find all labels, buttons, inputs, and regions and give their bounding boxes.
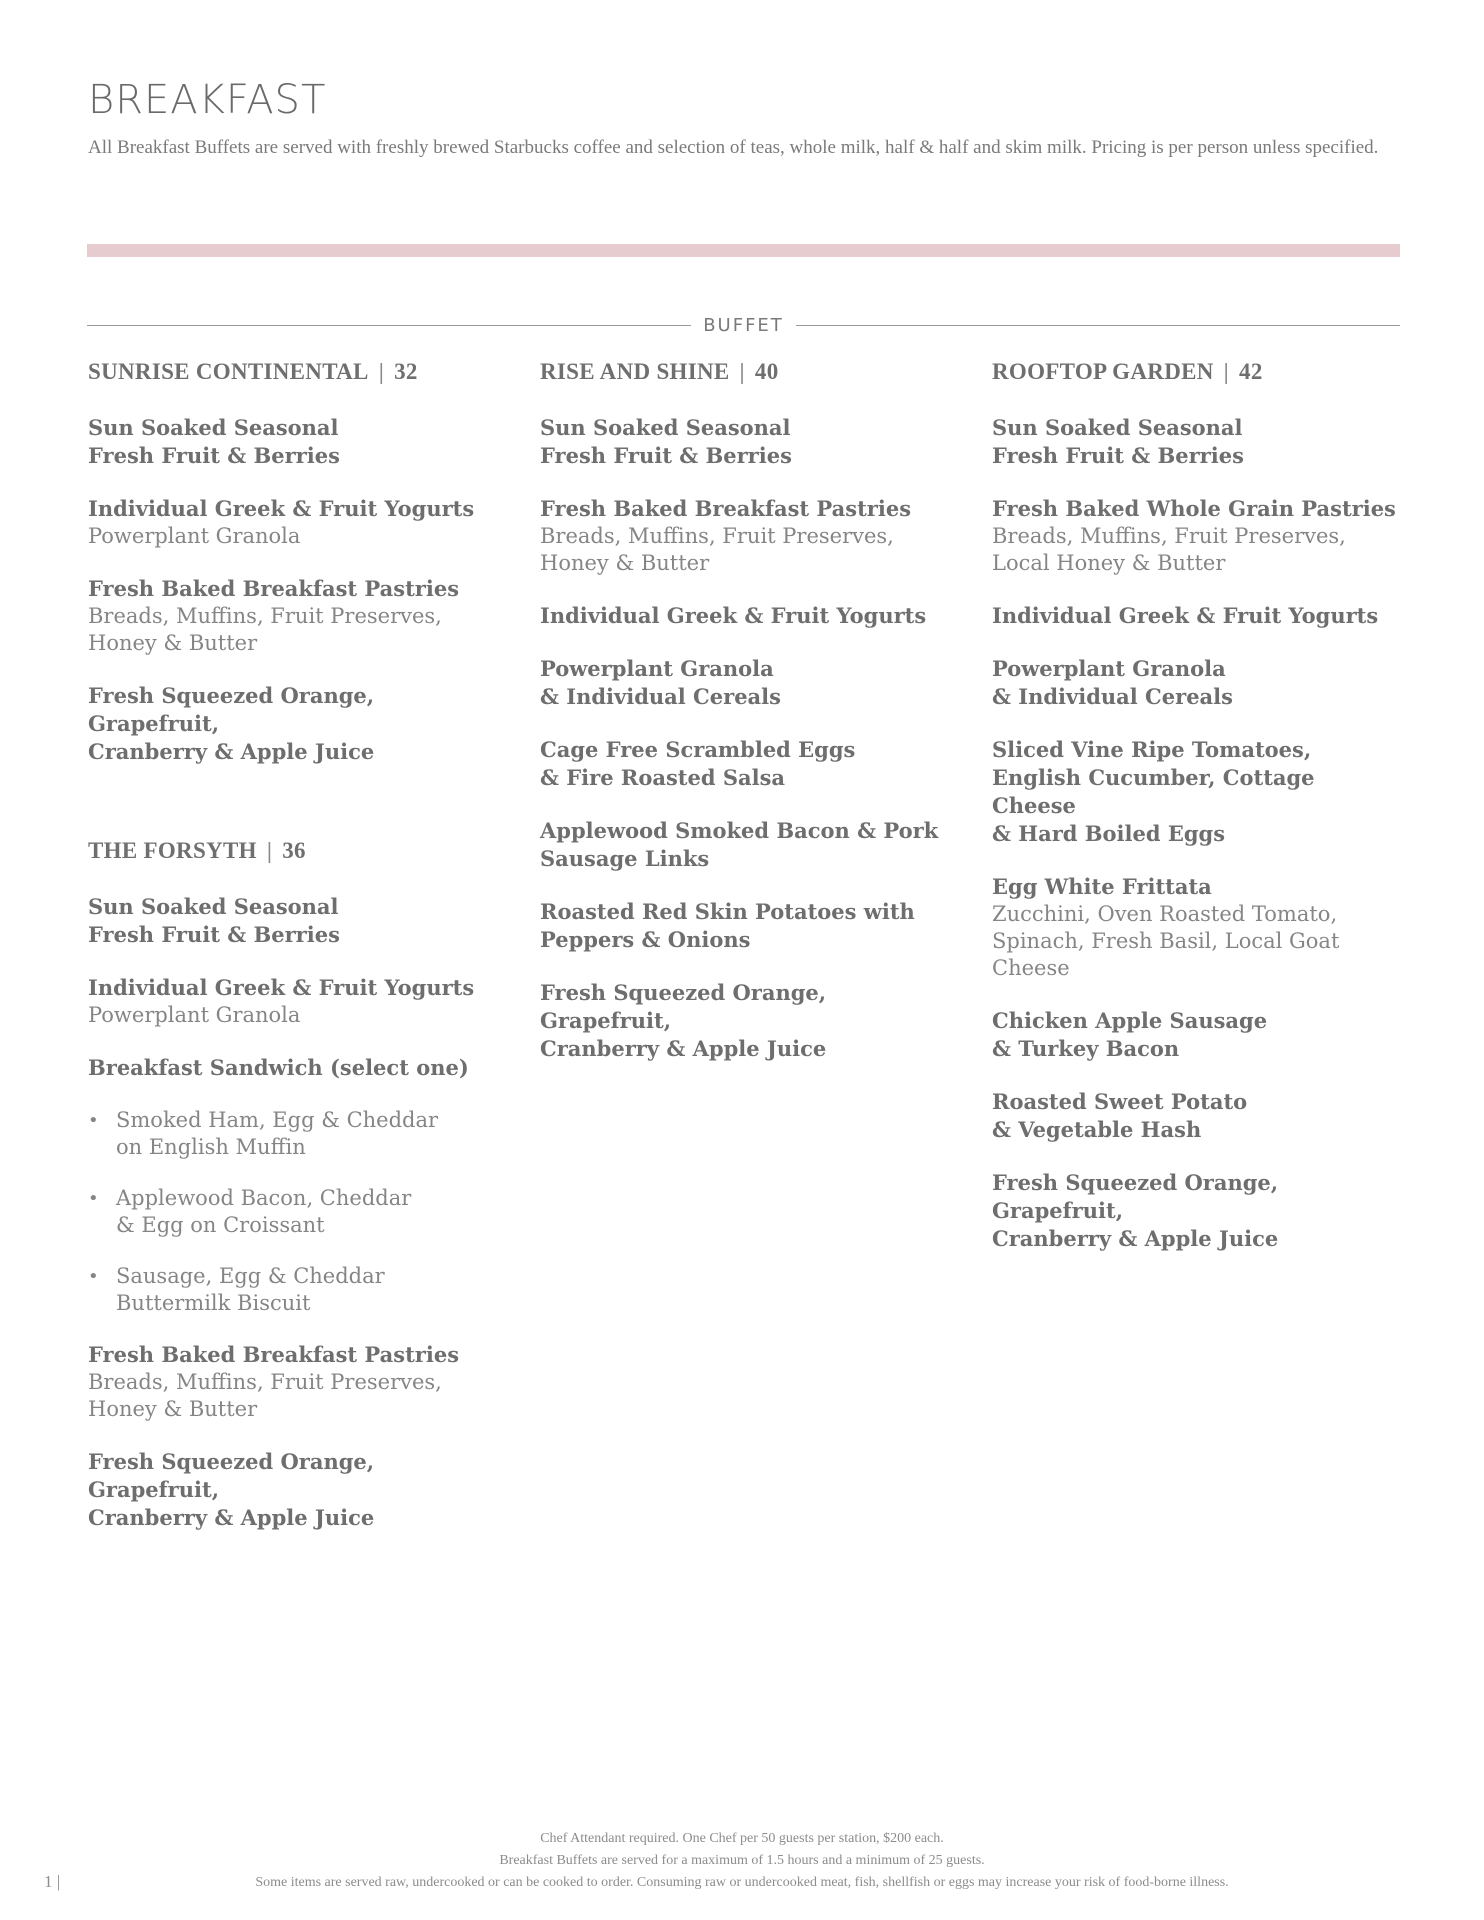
- menu-item: [540, 602, 960, 630]
- menu-item: [88, 1448, 508, 1532]
- menu-item-name: Roasted Red Skin Potatoes with Peppers & Onions: [540, 899, 915, 952]
- menu-item-name: Sun Soaked Seasonal Fresh Fruit & Berries: [540, 415, 792, 468]
- package-heading: [540, 355, 960, 389]
- package-price: 36: [282, 838, 306, 863]
- package-price: 42: [1239, 359, 1263, 384]
- package-separator: |: [1223, 359, 1230, 384]
- menu-item: [88, 974, 508, 1029]
- menu-item-description: Powerplant Granola: [88, 524, 301, 548]
- header-divider-bar: [87, 244, 1400, 257]
- menu-item: [540, 655, 960, 711]
- menu-item-name: Fresh Baked Breakfast Pastries: [540, 496, 912, 521]
- package-separator: |: [739, 359, 745, 384]
- menu-item: [992, 414, 1402, 470]
- menu-item-name: Individual Greek & Fruit Yogurts: [88, 496, 475, 521]
- package-separator: |: [378, 359, 385, 384]
- menu-item: [540, 898, 960, 954]
- menu-item: [540, 979, 960, 1063]
- menu-column-3: [992, 355, 1402, 1278]
- package-separator: |: [266, 838, 273, 863]
- menu-item: [88, 1054, 508, 1082]
- menu-item-name: Sun Soaked Seasonal Fresh Fruit & Berries: [88, 894, 340, 947]
- menu-item-name: Fresh Squeezed Orange, Grapefruit, Cranberry & Apple Juice: [992, 1170, 1279, 1251]
- menu-item-name: Sun Soaked Seasonal Fresh Fruit & Berries: [992, 415, 1244, 468]
- menu-item-name: Fresh Baked Whole Grain Pastries: [992, 496, 1396, 521]
- package-items: [88, 893, 508, 1082]
- package-price: 32: [394, 359, 418, 384]
- menu-item: [88, 1341, 508, 1423]
- package-name: ROOFTOP GARDEN: [992, 359, 1214, 384]
- package-name: RISE AND SHINE: [540, 359, 730, 384]
- menu-item: [992, 655, 1402, 711]
- page-title: BREAKFAST: [88, 77, 327, 123]
- menu-item: [88, 414, 508, 470]
- menu-item-name: Fresh Baked Breakfast Pastries: [88, 576, 460, 601]
- footer-note: Chef Attendant required. One Chef per 50 guests per station, $200 each.: [540, 1831, 944, 1846]
- sandwich-option: • Smoked Ham, Egg & Cheddar on English Muffin: [88, 1107, 508, 1161]
- sandwich-option: • Applewood Bacon, Cheddar & Egg on Croissant: [88, 1185, 508, 1239]
- menu-item-description: Breads, Muffins, Fruit Preserves, Local Honey & Butter: [992, 524, 1346, 575]
- package-heading: [992, 355, 1402, 389]
- menu-item-name: Egg White Frittata: [992, 874, 1212, 899]
- section-divider: [87, 313, 1400, 337]
- menu-item: [992, 736, 1402, 848]
- package-name: THE FORSYTH: [88, 838, 257, 863]
- package-items: [88, 1341, 508, 1532]
- package-items: [992, 414, 1402, 1253]
- menu-item: [992, 873, 1402, 982]
- divider-line-right: [796, 325, 1400, 326]
- menu-item-name: Powerplant Granola & Individual Cereals: [992, 656, 1233, 709]
- package-price: 40: [754, 359, 779, 384]
- menu-item: [88, 893, 508, 949]
- menu-item: [992, 1088, 1402, 1144]
- menu-item-name: Individual Greek & Fruit Yogurts: [540, 603, 927, 628]
- package-items: [540, 414, 960, 1063]
- menu-item-name: Roasted Sweet Potato & Vegetable Hash: [992, 1089, 1248, 1142]
- menu-item-name: Cage Free Scrambled Eggs & Fire Roasted Salsa: [540, 737, 856, 790]
- menu-item-name: Applewood Smoked Bacon & Pork Sausage Links: [540, 818, 939, 871]
- menu-item: [88, 575, 508, 657]
- section-label: BUFFET: [703, 314, 784, 336]
- menu-item: [992, 495, 1402, 577]
- menu-item-name: Fresh Squeezed Orange, Grapefruit, Cranberry & Apple Juice: [88, 1449, 375, 1530]
- menu-column-2: [540, 355, 960, 1088]
- sandwich-options: [88, 1107, 508, 1317]
- menu-item: [992, 1169, 1402, 1253]
- page-number: 1 |: [44, 1872, 61, 1891]
- menu-item: [992, 1007, 1402, 1063]
- menu-item-description: Breads, Muffins, Fruit Preserves, Honey & Butter: [540, 524, 894, 575]
- menu-item-name: Chicken Apple Sausage & Turkey Bacon: [992, 1008, 1268, 1061]
- menu-item: [540, 736, 960, 792]
- menu-item-name: Breakfast Sandwich (select one): [88, 1055, 469, 1080]
- footer-notes: [0, 1828, 1484, 1894]
- package-heading: [88, 834, 508, 868]
- footer-note: Some items are served raw, undercooked or can be cooked to order. Consuming raw or undercooked meat, fish, shellfish or eggs may increase your risk of food-borne illness.: [255, 1875, 1229, 1890]
- menu-item-name: Sun Soaked Seasonal Fresh Fruit & Berries: [88, 415, 340, 468]
- menu-item-name: Sliced Vine Ripe Tomatoes, English Cucumber, Cottage Cheese & Hard Boiled Eggs: [992, 737, 1315, 846]
- package-name: SUNRISE CONTINENTAL: [88, 359, 369, 384]
- menu-item-name: Fresh Squeezed Orange, Grapefruit, Cranberry & Apple Juice: [88, 683, 375, 764]
- sandwich-option: • Sausage, Egg & Cheddar Buttermilk Biscuit: [88, 1263, 508, 1317]
- menu-item-name: Fresh Baked Breakfast Pastries: [88, 1342, 460, 1367]
- menu-item: [88, 682, 508, 766]
- menu-item: [540, 495, 960, 577]
- menu-item: [992, 602, 1402, 630]
- menu-column-1: [88, 355, 508, 1557]
- menu-item-name: Powerplant Granola & Individual Cereals: [540, 656, 781, 709]
- footer-note: Breakfast Buffets are served for a maximum of 1.5 hours and a minimum of 25 guests.: [499, 1853, 985, 1868]
- divider-line-left: [87, 325, 691, 326]
- intro-text: All Breakfast Buffets are served with freshly brewed Starbucks coffee and selection of teas, whole milk, half & half and skim milk. Pricing is per person unless specified.: [88, 137, 1379, 158]
- menu-item-name: Individual Greek & Fruit Yogurts: [88, 975, 475, 1000]
- menu-item: [88, 495, 508, 550]
- menu-item-description: Breads, Muffins, Fruit Preserves, Honey & Butter: [88, 604, 442, 655]
- menu-item-description: Powerplant Granola: [88, 1003, 301, 1027]
- menu-item-description: Zucchini, Oven Roasted Tomato, Spinach, Fresh Basil, Local Goat Cheese: [992, 902, 1340, 980]
- menu-item-description: Breads, Muffins, Fruit Preserves, Honey & Butter: [88, 1370, 442, 1421]
- menu-item-name: Fresh Squeezed Orange, Grapefruit, Cranberry & Apple Juice: [540, 980, 827, 1061]
- menu-item: [540, 414, 960, 470]
- package-items: [88, 414, 508, 766]
- package-heading: [88, 355, 508, 389]
- menu-item: [540, 817, 960, 873]
- menu-item-name: Individual Greek & Fruit Yogurts: [992, 603, 1379, 628]
